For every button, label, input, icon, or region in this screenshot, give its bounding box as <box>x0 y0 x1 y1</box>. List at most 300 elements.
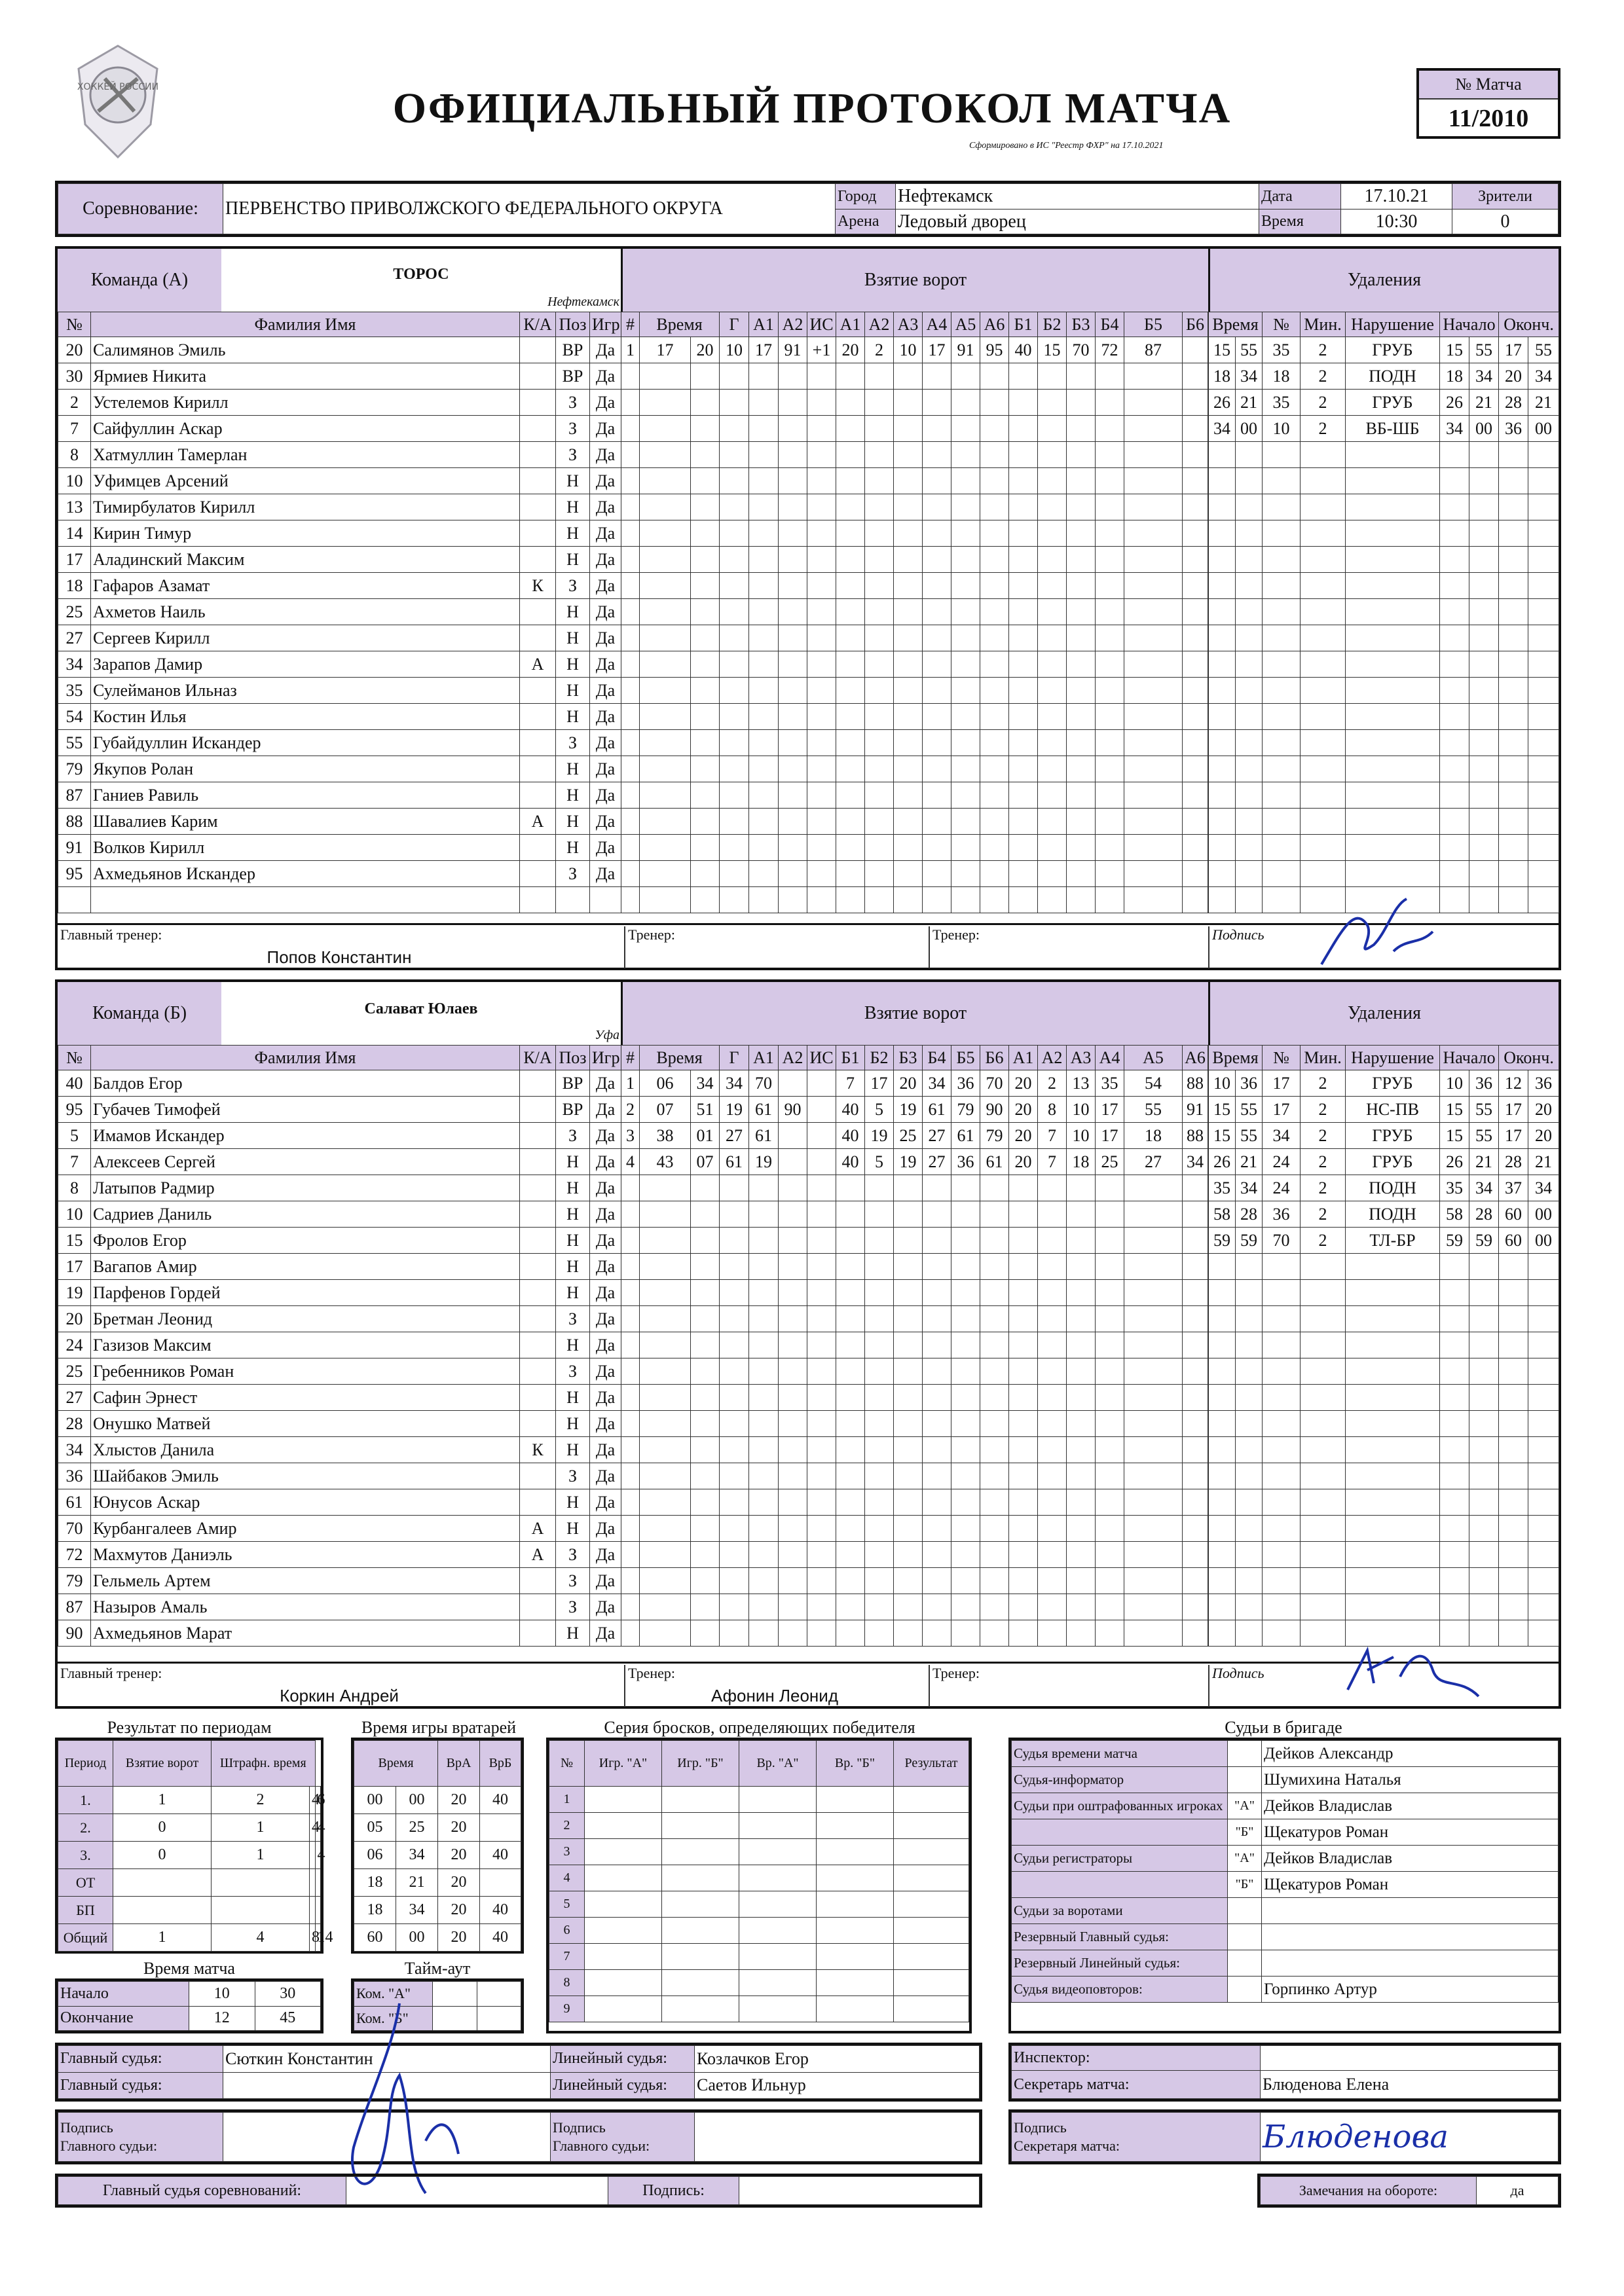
table-row <box>1209 1463 1559 1489</box>
team-a-goal-cell <box>1124 756 1183 782</box>
team-b-goal-cell: 34 <box>691 1070 720 1097</box>
table-row <box>58 1332 621 1358</box>
team-a-goal-col-8: А3 <box>894 312 923 337</box>
team-b-goal-cell <box>923 1201 951 1228</box>
team-b-goal-cell <box>865 1385 894 1411</box>
team-a-goal-cell <box>1067 363 1096 390</box>
team-b-goal-cell <box>807 1411 836 1437</box>
team-b-goal-cell: 61 <box>923 1097 951 1123</box>
team-b-pen-cell <box>1528 1280 1559 1306</box>
team-b-goal-cell <box>807 1542 836 1568</box>
team-a-pen-cell: 35 <box>1263 390 1301 416</box>
team-a-goal-cell <box>640 756 691 782</box>
team-b-goal-cell <box>807 1358 836 1385</box>
team-a-pen-cell <box>1263 782 1301 809</box>
goalie-time-cell: 40 <box>480 1924 521 1952</box>
shootout-cell <box>585 1996 662 2022</box>
team-b-trainer2-label: Тренер: <box>929 1665 980 1707</box>
period-value: 4 <box>310 1787 315 1814</box>
shootout-cell <box>585 1944 662 1970</box>
match-end-h: 12 <box>189 2006 255 2031</box>
table-row <box>621 599 1208 625</box>
team-a-pen-cell <box>1236 494 1263 520</box>
team-b-goal-cell <box>951 1385 980 1411</box>
team-a-goal-cell <box>1124 887 1183 913</box>
team-b-pen-cell <box>1236 1594 1263 1620</box>
team-b-goal-cell <box>691 1516 720 1542</box>
team-b-goal-cell <box>749 1306 779 1332</box>
team-b-pen-cell <box>1263 1489 1301 1516</box>
team-a-goal-cell <box>923 599 951 625</box>
team-b-pen-cell <box>1346 1489 1440 1516</box>
team-b-goal-col-9: Б4 <box>923 1046 951 1070</box>
team-b-pen-cell <box>1209 1594 1236 1620</box>
team-a-goal-cell <box>865 861 894 887</box>
team-b-goal-cell <box>894 1463 923 1489</box>
table-row <box>621 1489 1208 1516</box>
team-a-pen-col-1: № <box>1263 312 1301 337</box>
team-b-goal-cell <box>923 1463 951 1489</box>
team-b-goal-cell <box>621 1516 640 1542</box>
team-b-goal-cell <box>923 1175 951 1201</box>
team-b-goal-cell: 17 <box>865 1070 894 1097</box>
team-a-goal-cell <box>980 442 1009 468</box>
match-number-box <box>1416 68 1560 139</box>
team-a-captain-mark <box>520 442 556 468</box>
team-a-goal-cell <box>865 651 894 678</box>
team-b-played: Да <box>590 1280 621 1306</box>
team-a-goal-cell <box>621 599 640 625</box>
team-a-goal-cell <box>1096 809 1124 835</box>
team-a-goal-cell <box>836 547 865 573</box>
team-b-goal-cell <box>1183 1254 1208 1280</box>
team-a-goal-cell <box>923 547 951 573</box>
team-b-pen-cell: 28 <box>1469 1201 1499 1228</box>
team-b-pen-cell <box>1346 1594 1440 1620</box>
team-a-pen-cell <box>1301 573 1346 599</box>
team-b-goal-cell <box>749 1254 779 1280</box>
team-b-pen-cell <box>1263 1594 1301 1620</box>
team-b-goal-col-11: Б6 <box>980 1046 1009 1070</box>
team-a-position: Н <box>556 651 590 678</box>
team-b-goal-cell <box>640 1516 691 1542</box>
line-ref1-label: Линейный судья: <box>551 2046 695 2073</box>
table-row <box>621 468 1208 494</box>
team-a-pen-cell <box>1499 494 1528 520</box>
table-row <box>621 442 1208 468</box>
team-b-goal-cell <box>779 1201 807 1228</box>
shootout-cell <box>662 1996 739 2022</box>
team-b-goal-cell <box>691 1201 720 1228</box>
shootout-cell <box>739 1970 817 1996</box>
team-a-goal-cell <box>865 809 894 835</box>
team-b-goal-cell: 43 <box>640 1149 691 1175</box>
referee-name <box>1262 1950 1559 1977</box>
team-a-pen-cell <box>1236 678 1263 704</box>
team-b-pen-cell <box>1301 1254 1346 1280</box>
shootout-cell <box>739 1813 817 1839</box>
table-row <box>58 416 621 442</box>
team-b-position: ВР <box>556 1097 590 1123</box>
team-a-goal-cell <box>779 835 807 861</box>
team-b-goal-cell <box>894 1594 923 1620</box>
team-a-pen-cell <box>1440 704 1469 730</box>
team-a-goal-cell <box>951 651 980 678</box>
team-b-goal-cell <box>1124 1437 1183 1463</box>
team-a-goal-cell <box>865 835 894 861</box>
team-b-pen-cell <box>1263 1254 1301 1280</box>
team-a-roster-table <box>58 312 621 913</box>
table-row <box>58 1489 621 1516</box>
team-a-goal-cell <box>640 520 691 547</box>
table-row <box>621 1306 1208 1332</box>
team-b-pen-cell: 59 <box>1440 1228 1469 1254</box>
team-b-pen-cell <box>1469 1254 1499 1280</box>
shootout-cell <box>817 1865 894 1891</box>
team-b-goal-cell <box>1038 1280 1067 1306</box>
team-a-pen-cell: 55 <box>1236 337 1263 363</box>
team-a-pen-cell <box>1236 861 1263 887</box>
team-a-goal-cell <box>923 756 951 782</box>
match-start-h: 10 <box>189 1982 255 2007</box>
team-a-goal-cell <box>779 599 807 625</box>
team-b-goal-cell <box>621 1411 640 1437</box>
team-a-goal-cell <box>807 468 836 494</box>
table-row <box>621 1620 1208 1647</box>
team-b-goal-col-4: А2 <box>779 1046 807 1070</box>
team-a-goal-cell <box>749 704 779 730</box>
team-b-goal-cell <box>836 1489 865 1516</box>
team-b-goal-cell <box>951 1594 980 1620</box>
team-a-goal-cell <box>720 704 749 730</box>
team-b-goal-cell <box>923 1228 951 1254</box>
team-a-goal-cell <box>1183 468 1208 494</box>
team-b-goal-cell <box>807 1254 836 1280</box>
team-b-goal-cell: 91 <box>1183 1097 1208 1123</box>
team-b-goal-cell <box>749 1280 779 1306</box>
team-b-played: Да <box>590 1149 621 1175</box>
team-b-number: 17 <box>58 1254 91 1280</box>
team-b-goal-cell <box>1038 1620 1067 1647</box>
period-value: 6 <box>315 1787 321 1814</box>
team-b-goal-cell <box>1067 1201 1096 1228</box>
secr-sig-label1: Подпись <box>1014 2119 1067 2136</box>
team-a-goal-col-2: Г <box>720 312 749 337</box>
team-a-goal-cell <box>951 835 980 861</box>
team-a-goal-cell <box>1124 520 1183 547</box>
team-a-goal-cell <box>779 704 807 730</box>
team-b-goal-cell <box>720 1516 749 1542</box>
team-b-goal-cell <box>1124 1489 1183 1516</box>
team-b-pen-cell: 26 <box>1209 1149 1236 1175</box>
team-a-signature <box>1315 892 1446 971</box>
shootout-cell <box>739 1865 817 1891</box>
referee-role <box>1012 1872 1228 1898</box>
team-b-goal-cell <box>1124 1175 1183 1201</box>
team-b-goal-cell <box>836 1620 865 1647</box>
table-row <box>621 887 1208 913</box>
team-a-goal-cell <box>779 678 807 704</box>
team-b-goal-cell <box>720 1385 749 1411</box>
team-b-pen-cell <box>1440 1437 1469 1463</box>
team-a-number: 7 <box>58 416 91 442</box>
shootout-cell <box>894 1813 969 1839</box>
team-a-goal-cell <box>865 520 894 547</box>
table-row <box>1209 625 1559 651</box>
team-b-pen-cell <box>1263 1542 1301 1568</box>
team-b-goal-cell <box>621 1358 640 1385</box>
team-a-played: Да <box>590 809 621 835</box>
team-b-played: Да <box>590 1489 621 1516</box>
team-b-goal-cell <box>779 1489 807 1516</box>
team-a-goal-cell <box>894 390 923 416</box>
team-b-pen-cell <box>1528 1332 1559 1358</box>
team-b-pen-cell <box>1499 1542 1528 1568</box>
team-a-goal-cell <box>836 573 865 599</box>
team-a-pen-cell <box>1528 547 1559 573</box>
team-b-played: Да <box>590 1594 621 1620</box>
team-a-goal-cell <box>621 468 640 494</box>
team-b-player-name: Гельмель Артем <box>91 1568 520 1594</box>
period-value: 2 <box>212 1787 310 1814</box>
team-b-goal-cell: 25 <box>894 1123 923 1149</box>
team-b-pen-cell <box>1301 1332 1346 1358</box>
referee-role: Резервный Главный судья: <box>1012 1924 1228 1950</box>
team-b-pen-cell: 10 <box>1209 1070 1236 1097</box>
team-a-pen-cell <box>1236 651 1263 678</box>
shootout-cell <box>739 1944 817 1970</box>
team-b-played: Да <box>590 1306 621 1332</box>
table-row <box>621 1070 1208 1097</box>
team-a-player-name: Сулейманов Ильназ <box>91 678 520 704</box>
team-b-goal-cell <box>640 1306 691 1332</box>
team-a-goal-cell <box>1009 782 1038 809</box>
goalie-time-title: Время игры вратарей <box>361 1718 517 1737</box>
team-b-position: Н <box>556 1620 590 1647</box>
team-b-goal-cell <box>923 1620 951 1647</box>
period-label: БП <box>58 1897 113 1924</box>
team-a-goal-cell <box>894 363 923 390</box>
team-b-goal-cell <box>807 1437 836 1463</box>
team-b-goal-cell <box>836 1516 865 1542</box>
team-b-goal-cell <box>1183 1228 1208 1254</box>
goalie-time-h2: ВрБ <box>480 1741 521 1787</box>
team-a-captain-mark <box>520 835 556 861</box>
team-b-goal-cell <box>1009 1594 1038 1620</box>
team-b-goal-cell <box>980 1175 1009 1201</box>
team-b-trainer-label: Тренер: <box>624 1665 675 1707</box>
team-a-goal-cell <box>894 704 923 730</box>
referee-team: "А" <box>1228 1793 1262 1819</box>
team-b-goal-cell <box>779 1568 807 1594</box>
team-b-goal-cell <box>720 1332 749 1358</box>
team-a-goal-cell <box>691 678 720 704</box>
table-row <box>58 1814 321 1842</box>
referee-role <box>1012 1819 1228 1846</box>
team-a-pen-cell <box>1236 809 1263 835</box>
team-b-goal-cell: 17 <box>1096 1097 1124 1123</box>
team-b-goal-cell <box>951 1463 980 1489</box>
team-a-position: Н <box>556 599 590 625</box>
team-a-goal-cell <box>640 861 691 887</box>
table-row <box>1209 1542 1559 1568</box>
team-b-pen-cell: 15 <box>1440 1123 1469 1149</box>
team-a-goal-cell <box>1183 861 1208 887</box>
team-a-goal-cell <box>894 416 923 442</box>
team-b-goal-cell <box>951 1332 980 1358</box>
team-a-pen-cell: 21 <box>1236 390 1263 416</box>
team-a-goal-col-1: Время <box>640 312 720 337</box>
table-row <box>621 1437 1208 1463</box>
team-b-goal-cell <box>894 1306 923 1332</box>
table-row <box>58 887 621 913</box>
table-row <box>1209 835 1559 861</box>
team-a-goal-cell <box>836 442 865 468</box>
team-b-captain-mark <box>520 1280 556 1306</box>
team-a-goal-cell <box>865 887 894 913</box>
table-row <box>549 1996 969 2022</box>
officials-box <box>55 2043 982 2102</box>
table-row <box>621 809 1208 835</box>
team-a-goal-cell <box>691 704 720 730</box>
team-b-player-name: Вагапов Амир <box>91 1254 520 1280</box>
team-a-pen-cell: 2 <box>1301 363 1346 390</box>
team-b-goal-cell <box>923 1358 951 1385</box>
team-a-captain-mark <box>520 861 556 887</box>
team-b-goal-cell: 27 <box>923 1123 951 1149</box>
table-row <box>1209 1437 1559 1463</box>
team-b-position: З <box>556 1123 590 1149</box>
shootout-number: 2 <box>549 1813 585 1839</box>
team-b-goal-cell <box>640 1332 691 1358</box>
table-row <box>58 1123 621 1149</box>
team-b-pen-cell <box>1499 1463 1528 1489</box>
shootout-col-5: Результат <box>894 1741 969 1787</box>
team-a-number: 13 <box>58 494 91 520</box>
team-a-number: 18 <box>58 573 91 599</box>
team-a-pen-cell <box>1469 651 1499 678</box>
team-a-pen-cell: 26 <box>1209 390 1236 416</box>
team-b-pen-cell <box>1528 1463 1559 1489</box>
team-a-number: 10 <box>58 468 91 494</box>
team-b-pen-cell <box>1209 1411 1236 1437</box>
team-b-goal-cell <box>1067 1228 1096 1254</box>
team-b-number: 5 <box>58 1123 91 1149</box>
team-a-goal-cell <box>749 547 779 573</box>
team-a-goal-cell <box>980 861 1009 887</box>
team-b-pen-cell: 2 <box>1301 1123 1346 1149</box>
team-b-goal-cell <box>980 1489 1009 1516</box>
team-b-goal-col-12: А1 <box>1009 1046 1038 1070</box>
team-a-goal-cell <box>621 651 640 678</box>
team-b-goal-cell <box>1183 1620 1208 1647</box>
team-a-goal-cell <box>836 730 865 756</box>
table-row <box>58 1924 321 1952</box>
team-b-goal-cell <box>1096 1568 1124 1594</box>
team-a-pen-cell <box>1440 442 1469 468</box>
team-b-goal-col-14: А3 <box>1067 1046 1096 1070</box>
team-a-goal-cell <box>1096 756 1124 782</box>
team-a-goal-cell <box>865 599 894 625</box>
table-row <box>621 1568 1208 1594</box>
team-a-goal-cell <box>691 573 720 599</box>
team-b-pen-col-1: № <box>1263 1046 1301 1070</box>
team-a-pen-cell <box>1209 678 1236 704</box>
team-a-goal-cell <box>640 494 691 520</box>
table-row <box>1209 651 1559 678</box>
team-a-goal-cell <box>1038 730 1067 756</box>
main-sig-label2: Главного судьи: <box>60 2138 158 2154</box>
team-a-goal-cell <box>1009 363 1038 390</box>
shootout-cell <box>739 1891 817 1918</box>
team-b-goal-cell: 07 <box>640 1097 691 1123</box>
periods-title: Результат по периодам <box>107 1718 272 1737</box>
team-b-pen-cell: 36 <box>1528 1070 1559 1097</box>
team-a-goal-cell <box>836 756 865 782</box>
team-b-pen-cell: 00 <box>1528 1201 1559 1228</box>
shootout-cell <box>894 1944 969 1970</box>
team-b-pen-cell <box>1440 1306 1469 1332</box>
team-a-goal-cell: 20 <box>836 337 865 363</box>
team-b-goal-cell <box>1124 1516 1183 1542</box>
team-b-player-name: Губачев Тимофей <box>91 1097 520 1123</box>
team-a-pen-cell: 2 <box>1301 416 1346 442</box>
team-b-pen-cell <box>1469 1358 1499 1385</box>
table-row <box>58 1842 321 1869</box>
team-b-number: 8 <box>58 1175 91 1201</box>
team-a-goal-cell <box>980 887 1009 913</box>
team-a-goal-cell <box>1009 887 1038 913</box>
periods-h3: Штрафн. время <box>212 1741 315 1787</box>
team-b-goal-cell <box>951 1542 980 1568</box>
team-a-goal-cell <box>640 468 691 494</box>
team-a-goal-cell <box>1183 730 1208 756</box>
referee-team: "Б" <box>1228 1872 1262 1898</box>
team-a-pen-cell <box>1263 756 1301 782</box>
team-b-goal-cell <box>749 1542 779 1568</box>
team-a-pen-cell <box>1469 704 1499 730</box>
table-row <box>1209 1358 1559 1385</box>
goalie-time-cell: 21 <box>396 1869 438 1897</box>
shootout-cell <box>739 1996 817 2022</box>
team-b-pen-cell <box>1263 1568 1301 1594</box>
team-a-roster-col-0: № <box>58 312 91 337</box>
goalie-time-cell: 20 <box>438 1787 480 1814</box>
team-a-played: Да <box>590 363 621 390</box>
team-a-goal-cell <box>1009 468 1038 494</box>
team-a-goal-col-6: А1 <box>836 312 865 337</box>
team-a-goal-cell <box>807 704 836 730</box>
team-b-goal-cell: 88 <box>1183 1123 1208 1149</box>
team-a-pen-cell <box>1209 730 1236 756</box>
team-b-pen-cell <box>1346 1542 1440 1568</box>
team-b-pen-cell: 28 <box>1236 1201 1263 1228</box>
goalie-time-cell <box>480 1814 521 1842</box>
team-a-pen-cell <box>1440 730 1469 756</box>
team-a-goals-table <box>621 312 1208 913</box>
team-b-pen-cell <box>1301 1542 1346 1568</box>
team-b-goal-cell <box>894 1332 923 1358</box>
team-a-goal-cell <box>621 730 640 756</box>
team-a-goal-cell <box>865 625 894 651</box>
team-b-pen-cell: 55 <box>1236 1123 1263 1149</box>
referee-team: "А" <box>1228 1846 1262 1872</box>
team-a-goal-cell <box>1124 363 1183 390</box>
page-title: ОФИЦИАЛЬНЫЙ ПРОТОКОЛ МАТЧА <box>392 84 1232 132</box>
team-b-goal-cell: 79 <box>980 1123 1009 1149</box>
team-b-goal-cell <box>1038 1594 1067 1620</box>
table-row <box>1209 1306 1559 1332</box>
